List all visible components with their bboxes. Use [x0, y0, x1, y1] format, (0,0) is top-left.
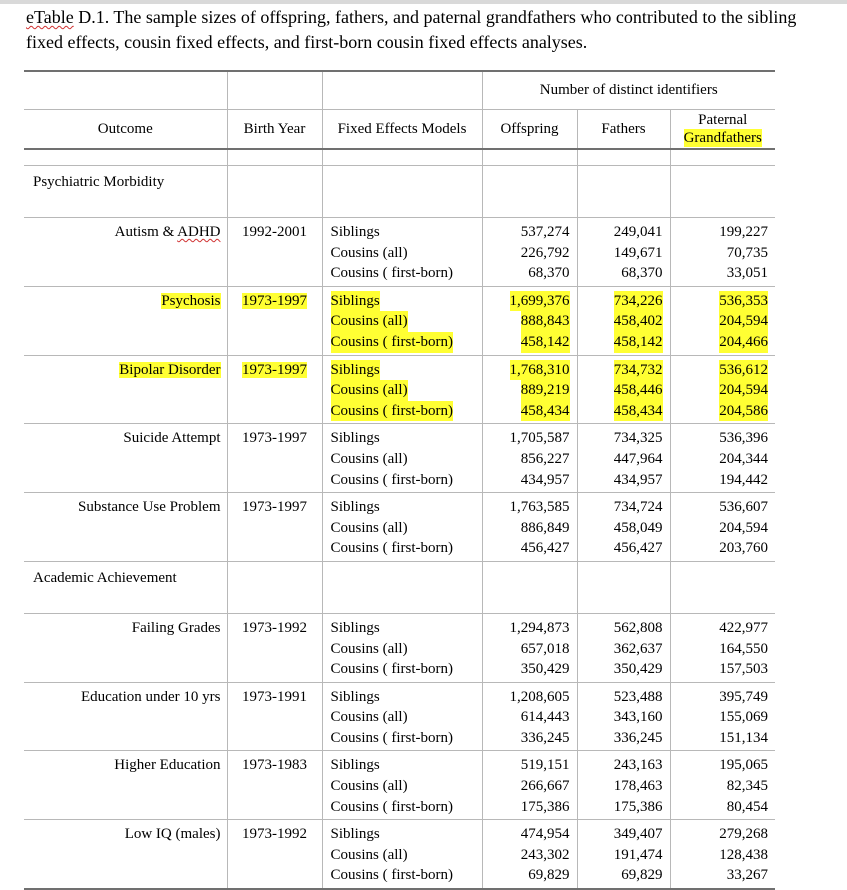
model-name: Cousins ( first-born)	[330, 471, 453, 488]
model-name: Cousins ( first-born)	[331, 401, 454, 422]
fathers-count: 336,245	[613, 729, 663, 746]
grandfathers-count: 164,550	[719, 640, 768, 657]
outcome-row	[24, 613, 775, 682]
fathers-count: 734,226	[614, 291, 663, 312]
outcome-name: Low IQ (males)	[124, 826, 221, 843]
birth-year: 1973-1997	[242, 292, 307, 309]
offspring-count: 1,763,585	[509, 499, 570, 516]
birth-year: 1973-1997	[242, 430, 307, 447]
fathers-count: 249,041	[613, 224, 663, 240]
sample-size-table	[24, 70, 775, 890]
fathers-count: 69,829	[621, 867, 663, 884]
birth-year: 1973-1992	[242, 619, 307, 636]
outcome-row	[24, 218, 775, 287]
model-name: Cousins (all)	[330, 244, 408, 261]
grandfathers-count: 279,268	[719, 826, 768, 843]
section-title: Academic Achievement	[24, 561, 227, 613]
grandfathers-count: 204,594	[719, 519, 768, 536]
offspring-count: 350,429	[520, 661, 570, 678]
grandfathers-count: 70,735	[726, 244, 768, 261]
outcome-name: Failing Grades	[131, 619, 221, 636]
outcome-name: Substance Use Problem	[78, 499, 221, 516]
model-name: Cousins ( first-born)	[330, 867, 453, 884]
offspring-count: 614,443	[520, 709, 570, 726]
model-name: Cousins ( first-born)	[331, 332, 454, 353]
fathers-count: 734,724	[613, 499, 663, 516]
offspring-count: 1,208,605	[509, 688, 570, 705]
fathers-count: 343,160	[613, 709, 663, 726]
birth-year: 1973-1997	[242, 361, 307, 378]
col-header-birth-year: Birth Year	[227, 110, 322, 150]
grandfathers-count: 422,977	[719, 619, 768, 636]
offspring-count: 68,370	[528, 265, 570, 282]
model-name: Siblings	[331, 291, 380, 312]
model-name: Cousins (all)	[330, 519, 408, 536]
grandfathers-count: 82,345	[726, 778, 768, 795]
offspring-count: 458,434	[521, 401, 570, 422]
fathers-count: 734,732	[614, 360, 663, 381]
birth-year: 1973-1983	[242, 757, 307, 774]
outcome-name: Bipolar Disorder	[119, 361, 221, 378]
fathers-count: 191,474	[613, 846, 663, 863]
fathers-count: 458,142	[614, 332, 663, 353]
birth-year: 1973-1997	[242, 499, 307, 516]
grandfathers-count: 536,353	[719, 291, 768, 312]
offspring-count: 336,245	[520, 729, 570, 746]
grandfathers-count: 536,396	[719, 430, 768, 447]
col-header-outcome: Outcome	[24, 110, 227, 150]
grandfathers-count: 128,438	[719, 846, 768, 863]
offspring-count: 175,386	[520, 798, 570, 815]
section-title: Psychiatric Morbidity	[24, 166, 227, 218]
grandfathers-count: 395,749	[719, 688, 768, 705]
offspring-count: 69,829	[528, 867, 570, 884]
fathers-count: 434,957	[613, 471, 663, 488]
fathers-count: 350,429	[613, 661, 663, 678]
outcome-row	[24, 682, 775, 751]
top-border	[0, 0, 847, 4]
fathers-count: 456,427	[613, 540, 663, 557]
col-header-grandfathers-line1: Paternal	[698, 112, 748, 128]
col-header-fathers: Fathers	[577, 110, 670, 150]
fathers-count: 734,325	[613, 430, 663, 447]
model-name: Siblings	[330, 826, 380, 843]
model-name: Siblings	[330, 619, 380, 636]
model-name: Siblings	[330, 688, 380, 705]
outcome-row	[24, 424, 775, 493]
model-name: Cousins ( first-born)	[330, 729, 453, 746]
grandfathers-count: 203,760	[719, 540, 768, 557]
offspring-count: 889,219	[521, 380, 570, 401]
outcome-row	[24, 286, 775, 355]
offspring-count: 226,792	[520, 244, 570, 261]
grandfathers-count: 536,607	[719, 499, 768, 516]
grandfathers-count: 155,069	[719, 709, 768, 726]
outcome-row	[24, 355, 775, 424]
offspring-count: 434,957	[520, 471, 570, 488]
grandfathers-count: 80,454	[726, 798, 768, 815]
fathers-count: 68,370	[621, 265, 663, 282]
model-name: Cousins ( first-born)	[330, 265, 453, 282]
col-header-grandfathers	[670, 110, 775, 150]
grandfathers-count: 204,466	[719, 332, 768, 353]
fathers-count: 458,446	[614, 380, 663, 401]
col-header-models: Fixed Effects Models	[322, 110, 482, 150]
offspring-count: 1,699,376	[510, 291, 570, 312]
offspring-count: 456,427	[520, 540, 570, 557]
fathers-count: 362,637	[613, 640, 663, 657]
grandfathers-count: 536,612	[719, 360, 768, 381]
header-row-group	[24, 71, 775, 110]
fathers-count: 175,386	[613, 798, 663, 815]
model-name: Cousins ( first-born)	[330, 661, 453, 678]
section-row	[24, 166, 775, 218]
offspring-count: 243,302	[520, 846, 570, 863]
fathers-count: 562,808	[613, 619, 663, 636]
model-name: Cousins (all)	[330, 778, 408, 795]
header-spacer-row	[24, 149, 775, 166]
model-name: Siblings	[330, 430, 380, 447]
fathers-count: 458,434	[614, 401, 663, 422]
offspring-count: 888,843	[521, 311, 570, 332]
caption-text: D.1. The sample sizes of offspring, fathers, and paternal grandfathers who contributed to the sibling fixed effects, cousin fixed effects, and first-born cousin fixed effects analyses.	[26, 7, 797, 52]
col-header-grandfathers-line2: Grandfathers	[683, 130, 762, 146]
fathers-count: 458,402	[614, 311, 663, 332]
offspring-count: 458,142	[521, 332, 570, 353]
offspring-count: 1,294,873	[509, 619, 570, 636]
caption-label: eTable	[26, 7, 74, 27]
grandfathers-count: 157,503	[719, 661, 768, 678]
model-name: Siblings	[331, 360, 380, 381]
model-name: Cousins (all)	[331, 311, 408, 332]
birth-year: 1973-1991	[242, 688, 307, 705]
grandfathers-count: 194,442	[719, 471, 768, 488]
offspring-count: 474,954	[520, 826, 570, 843]
model-name: Cousins ( first-born)	[330, 798, 453, 815]
table-caption	[26, 5, 826, 55]
grandfathers-count: 195,065	[719, 757, 768, 774]
outcome-name: Education under 10 yrs	[80, 688, 221, 705]
outcome-row	[24, 820, 775, 889]
offspring-count: 1,768,310	[510, 360, 570, 381]
birth-year: 1992-2001	[242, 224, 307, 240]
birth-year: 1973-1992	[242, 826, 307, 843]
group-title: Number of distinct identifiers	[482, 71, 775, 110]
model-name: Cousins (all)	[330, 450, 408, 467]
offspring-count: 537,274	[520, 224, 570, 240]
section-row	[24, 561, 775, 613]
outcome-row	[24, 751, 775, 820]
fathers-count: 349,407	[613, 826, 663, 843]
offspring-count: 519,151	[520, 757, 570, 774]
fathers-count: 458,049	[613, 519, 663, 536]
fathers-count: 149,671	[613, 244, 663, 261]
outcome-name: Higher Education	[114, 757, 221, 774]
model-name: Cousins ( first-born)	[330, 540, 453, 557]
offspring-count: 1,705,587	[509, 430, 570, 447]
grandfathers-count: 204,594	[719, 380, 768, 401]
header-row-columns	[24, 110, 775, 150]
fathers-count: 447,964	[613, 450, 663, 467]
grandfathers-count: 204,586	[719, 401, 768, 422]
fathers-count: 178,463	[613, 778, 663, 795]
grandfathers-count: 204,594	[719, 311, 768, 332]
fathers-count: 523,488	[613, 688, 663, 705]
outcome-name: Autism & ADHD	[114, 224, 221, 240]
model-name: Cousins (all)	[330, 709, 408, 726]
grandfathers-count: 33,051	[726, 265, 768, 282]
offspring-count: 856,227	[520, 450, 570, 467]
grandfathers-count: 33,267	[726, 867, 768, 884]
model-name: Cousins (all)	[330, 640, 408, 657]
offspring-count: 266,667	[520, 778, 570, 795]
outcome-name: Psychosis	[161, 292, 221, 309]
model-name: Siblings	[330, 224, 380, 240]
outcome-row	[24, 493, 775, 562]
model-name: Cousins (all)	[331, 380, 408, 401]
model-name: Cousins (all)	[330, 846, 408, 863]
model-name: Siblings	[330, 499, 380, 516]
outcome-name: Suicide Attempt	[123, 430, 221, 447]
grandfathers-count: 199,227	[719, 224, 768, 240]
fathers-count: 243,163	[613, 757, 663, 774]
grandfathers-count: 204,344	[719, 450, 768, 467]
grandfathers-count: 151,134	[719, 729, 768, 746]
offspring-count: 657,018	[520, 640, 570, 657]
offspring-count: 886,849	[520, 519, 570, 536]
model-name: Siblings	[330, 757, 380, 774]
col-header-offspring: Offspring	[482, 110, 577, 150]
